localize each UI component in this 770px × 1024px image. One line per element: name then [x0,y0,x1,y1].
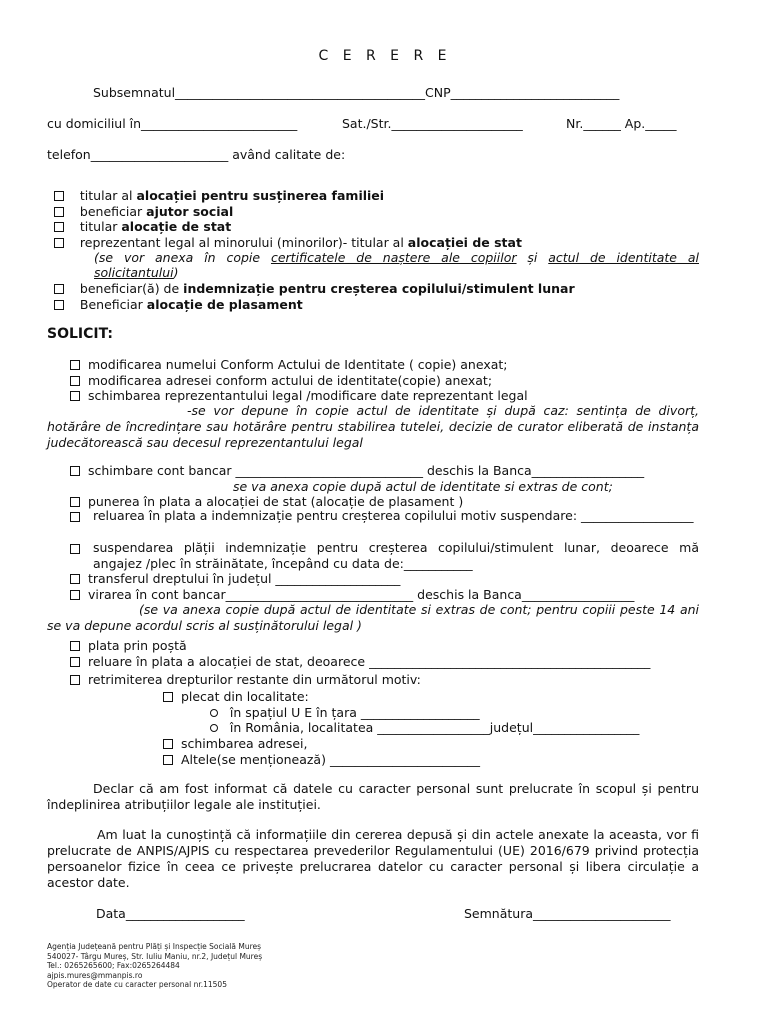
checkbox[interactable] [54,222,64,232]
address-line[interactable]: cu domiciliul în_________________________ [47,116,298,131]
request-suspendare-box[interactable] [70,541,80,556]
declaration-paragraph: Declar că am fost informat că datele cu caracter personal sunt prelucrate în scopul și pentru îndeplinirea atribuțiilor legale ale instituției. [47,781,699,812]
request-modificare-nume[interactable]: modificarea numelui Conform Actului de Identitate ( copie) anexat; [70,357,508,372]
option-ajutor-social[interactable]: beneficiar ajutor social [54,204,233,219]
checkbox[interactable] [70,497,80,507]
radio-circle[interactable] [210,709,218,717]
note-reprezentant: -se vor depune în copie actul de identitate și după caz: sentința de divorț, hotărâre de încredințare sau hotărâre pentru stabilirea tutelei, decizie de curator eliberată de instanța judecătorească sau decesul reprezentantului legal [47,403,699,450]
request-reluare-alocatie[interactable]: reluare în plata a alocației de stat, deoarece _____________________________________________ [70,654,650,669]
date-field[interactable]: Data___________________ [96,906,245,921]
footer-line: Agenția Județeană pentru Plăți și Inspecție Socială Mureș [47,942,262,951]
document-title: C E R E R E [318,48,452,64]
checkbox[interactable] [163,739,173,749]
footer-email[interactable]: ajpis.mures@mmanpis.ro [47,970,143,980]
solicit-heading: SOLICIT: [47,326,113,342]
motive-schimbare-adresa[interactable]: schimbarea adresei, [163,736,308,751]
phone-line[interactable]: telefon______________________ având calitate de: [47,147,346,162]
checkbox[interactable] [70,641,80,651]
motive-altele[interactable]: Altele(se menționează) ________________________ [163,752,480,767]
anexa-note-line2: solicitantului) [94,265,179,280]
footer-line: Operator de date cu caracter personal nr.11505 [47,980,227,989]
request-plata-posta[interactable]: plata prin poștă [70,638,187,653]
request-suspendare: suspendarea plății indemnizație pentru creșterea copilului/stimulent lunar, deoarece mă angajez /plec în străinătate, începând cu data de:___________ [93,540,699,571]
request-retrimitere[interactable]: retrimiterea drepturilor restante din următorul motiv: [70,672,421,687]
motive-ue[interactable]: în spațiul U E în țara ___________________ [210,705,480,720]
checkbox[interactable] [70,376,80,386]
checkbox[interactable] [70,466,80,476]
motive-romania[interactable]: în România, localitatea __________________județul_________________ [210,720,639,735]
footer-line: Tel.: 0265265600; Fax:0265264484 [47,961,180,970]
radio-circle[interactable] [210,724,218,732]
request-virare-cont[interactable]: virarea în cont bancar______________________________ deschis la Banca__________________ [70,587,634,602]
checkbox[interactable] [54,238,64,248]
footer-agency [47,942,262,990]
footer-line: 540027- Târgu Mureș, Str. Iuliu Maniu, nr.2, Județul Mureș [47,951,263,961]
request-reluare-indemnizatie: reluarea în plata a indemnizație pentru creșterea copilului motiv suspendare: __________________ [93,508,694,523]
checkbox[interactable] [54,300,64,310]
request-transfer-judet[interactable]: transferul dreptului în județul ____________________ [70,571,400,586]
signature-field[interactable]: Semnătura______________________ [464,906,671,921]
request-modificare-adresa[interactable]: modificarea adresei conform actului de identitate(copie) anexat; [70,373,492,388]
option-alocatie-plasament[interactable]: Beneficiar alocație de plasament [54,297,303,312]
request-schimbare-cont[interactable]: schimbare cont bancar ______________________________ deschis la Banca__________________ [70,463,644,478]
note-virare-cont: (se va anexa copie după actul de identitate si extras de cont; pentru copiii peste 14 ani se va depune acordul scris al susținătorului legal ) [47,602,699,633]
anexa-note-line1: (se vor anexa în copie certificatele de naștere ale copiilor și actul de identitate al [94,250,699,265]
gdpr-paragraph: Am luat la cunoștință că informațiile din cererea depusă și din actele anexate la aceasta, vor fi prelucrate de ANPIS/AJPIS cu respectarea prevederilor Regulamentului (UE) 2016/679 privind protecția persoanelor fizice în ceea ce privește prelucrarea datelor cu caracter personal și libera circulație a acestor date. [47,827,699,890]
request-reluare-indemnizatie-box[interactable] [70,509,80,524]
checkbox[interactable] [70,512,80,522]
motive-plecat[interactable]: plecat din localitate: [163,689,309,704]
request-punere-plata[interactable]: punerea în plata a alocației de stat (alocație de plasament ) [70,494,463,509]
option-indemnizatie[interactable]: beneficiar(ă) de indemnizație pentru creșterea copilului/stimulent lunar [54,281,575,296]
option-alocatie-familie[interactable]: titular al alocației pentru susținerea familiei [54,188,384,203]
checkbox[interactable] [70,360,80,370]
checkbox[interactable] [54,207,64,217]
note-cont-bancar: se va anexa copie după actul de identitate si extras de cont; [233,479,613,494]
checkbox[interactable] [163,692,173,702]
checkbox[interactable] [70,574,80,584]
checkbox[interactable] [54,191,64,201]
request-schimbare-reprezentant[interactable]: schimbarea reprezentantului legal /modificare date reprezentant legal [70,388,528,403]
checkbox[interactable] [70,657,80,667]
checkbox[interactable] [70,590,80,600]
option-alocatie-stat[interactable]: titular alocație de stat [54,219,231,234]
checkbox[interactable] [70,391,80,401]
checkbox[interactable] [70,544,80,554]
checkbox[interactable] [70,675,80,685]
checkbox[interactable] [163,755,173,765]
name-cnp-line[interactable]: Subsemnatul________________________________________CNP___________________________ [93,85,620,100]
number-apartment-line[interactable]: Nr.______ Ap._____ [566,116,677,131]
checkbox[interactable] [54,284,64,294]
option-reprezentant-legal[interactable]: reprezentant legal al minorului (minorilor)- titular al alocației de stat [54,235,522,250]
street-line[interactable]: Sat./Str._____________________ [342,116,523,131]
